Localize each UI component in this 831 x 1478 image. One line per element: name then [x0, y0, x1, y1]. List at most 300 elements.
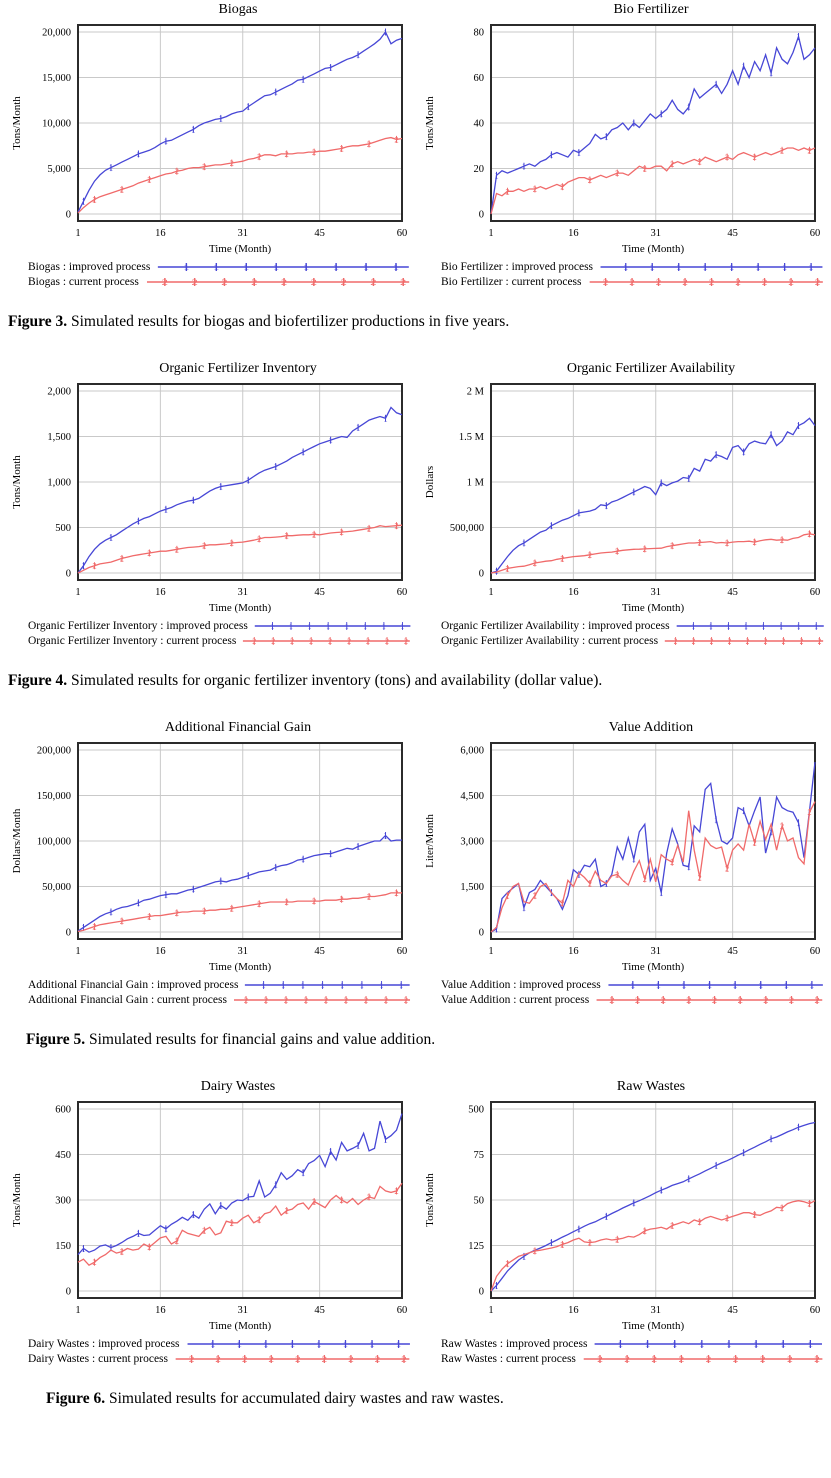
y-tick-label: 500 — [55, 523, 71, 534]
series-marker: 1 — [273, 461, 278, 472]
series-marker: 1 — [81, 560, 86, 571]
y-tick-label: 0 — [65, 568, 71, 580]
y-tick-label: 0 — [65, 927, 71, 939]
legend-line-sample — [232, 993, 412, 1007]
legend-line-sample — [606, 978, 825, 992]
legend-label: Organic Fertilizer Inventory : current process — [28, 634, 237, 647]
series-marker: 1 — [383, 830, 388, 841]
series-marker: 2 — [119, 553, 125, 564]
series-line-current-process — [78, 525, 402, 573]
svg-text:2: 2 — [711, 995, 718, 1006]
series-marker: 2 — [587, 174, 592, 185]
chart-plot — [6, 737, 410, 975]
svg-text:2: 2 — [321, 1354, 328, 1365]
figure-5-charts-row — [6, 720, 825, 1007]
svg-text:1: 1 — [743, 620, 748, 631]
series-marker: 1 — [521, 1251, 527, 1262]
series-marker: 2 — [532, 1245, 538, 1256]
svg-text:1: 1 — [209, 1339, 216, 1350]
legend-label: Organic Fertilizer Availability : improved process — [441, 619, 670, 632]
svg-text:1: 1 — [326, 621, 330, 631]
chart-plot — [419, 737, 823, 975]
series-marker: 2 — [697, 156, 702, 167]
series-marker: 2 — [312, 896, 317, 907]
svg-text:1: 1 — [708, 620, 713, 631]
series-marker: 2 — [174, 166, 179, 177]
series-marker: 1 — [741, 61, 746, 72]
svg-text:1: 1 — [732, 981, 738, 991]
x-tick-label: 16 — [568, 946, 579, 957]
series-marker: 2 — [642, 1225, 647, 1236]
svg-text:2: 2 — [383, 994, 389, 1005]
series-marker: 1 — [549, 1237, 554, 1248]
svg-text:1: 1 — [315, 1339, 322, 1350]
x-tick-label: 45 — [727, 1305, 738, 1316]
series-marker: 1 — [355, 422, 361, 433]
series-marker: 2 — [394, 887, 399, 898]
series-marker: 1 — [631, 487, 636, 498]
series-marker: 2 — [119, 1246, 125, 1257]
svg-text:2: 2 — [263, 994, 269, 1005]
x-tick-label: 60 — [809, 1305, 821, 1316]
svg-text:2: 2 — [787, 277, 794, 288]
x-tick-label: 16 — [155, 228, 166, 239]
svg-text:2: 2 — [403, 994, 409, 1005]
series-marker: 1 — [273, 1179, 278, 1190]
svg-text:2: 2 — [705, 1354, 712, 1365]
series-marker: 1 — [549, 149, 554, 160]
x-axis-label: Time (Month) — [621, 243, 685, 255]
svg-text:1: 1 — [213, 263, 220, 272]
series-marker: 2 — [779, 820, 785, 831]
series-marker: 1 — [604, 131, 609, 142]
y-tick-label: 0 — [478, 209, 484, 221]
x-tick-label: 31 — [650, 1305, 661, 1316]
series-marker: 1 — [686, 861, 691, 872]
figure-4-caption-text: Simulated results for organic fertilizer inventory (tons) and availability (dollar value). — [71, 672, 603, 689]
series-marker: 1 — [218, 481, 223, 492]
y-tick-label: 1.5 M — [458, 432, 484, 443]
legend-row-current-process — [441, 633, 825, 648]
svg-text:2: 2 — [328, 636, 333, 646]
y-axis-label: Liter/Month — [424, 814, 436, 868]
y-tick-label: 500,000 — [449, 523, 484, 534]
svg-text:2: 2 — [602, 277, 608, 288]
svg-text:2: 2 — [161, 277, 168, 287]
svg-text:2: 2 — [734, 277, 741, 288]
series-marker: 2 — [752, 152, 757, 163]
series-marker: 1 — [108, 1242, 114, 1253]
y-tick-label: 50,000 — [42, 882, 71, 893]
svg-text:1: 1 — [681, 981, 687, 991]
legend-line-sample — [253, 619, 412, 633]
svg-text:2: 2 — [347, 636, 352, 646]
series-marker: 1 — [136, 897, 141, 908]
svg-text:2: 2 — [788, 995, 795, 1006]
svg-text:1: 1 — [676, 262, 682, 273]
series-marker: 2 — [92, 194, 97, 205]
svg-text:1: 1 — [183, 263, 190, 272]
y-axis-label: Dollars — [424, 465, 436, 499]
chart-plot — [6, 19, 410, 257]
series-line-current-process — [78, 1183, 402, 1268]
svg-text:1: 1 — [289, 1339, 295, 1350]
figure-6-charts-row — [6, 1079, 825, 1366]
svg-text:1: 1 — [380, 980, 385, 990]
svg-text:2: 2 — [215, 1354, 221, 1365]
x-tick-label: 31 — [650, 946, 661, 957]
svg-text:1: 1 — [243, 263, 250, 272]
series-marker: 1 — [494, 923, 499, 934]
legend-label: Biogas : current process — [28, 275, 139, 288]
series-marker: 1 — [191, 1209, 196, 1220]
series-marker: 2 — [697, 1216, 702, 1227]
chart-title: Raw Wastes — [616, 1079, 686, 1094]
svg-text:1: 1 — [363, 621, 368, 631]
svg-text:2: 2 — [188, 1354, 195, 1365]
series-marker: 2 — [312, 1196, 317, 1207]
x-axis-label: Time (Month) — [621, 1320, 685, 1332]
chart-value-addition — [419, 720, 825, 1007]
svg-text:2: 2 — [624, 1354, 630, 1365]
y-tick-label: 1,000 — [47, 477, 71, 489]
series-marker: 1 — [163, 1223, 168, 1234]
x-tick-label: 1 — [488, 946, 494, 957]
svg-text:2: 2 — [745, 636, 750, 646]
series-marker: 2 — [339, 1195, 344, 1205]
svg-text:2: 2 — [280, 277, 288, 287]
series-marker: 1 — [521, 537, 527, 548]
series-line-improved-process — [491, 762, 815, 932]
x-tick-label: 45 — [727, 228, 738, 239]
series-marker: 1 — [549, 520, 554, 531]
svg-text:1: 1 — [706, 981, 712, 991]
series-line-improved-process — [78, 32, 402, 212]
series-marker: 2 — [119, 184, 125, 195]
legend-label: Additional Financial Gain : improved process — [28, 978, 239, 991]
x-tick-label: 60 — [809, 228, 821, 239]
series-marker: 1 — [383, 27, 388, 37]
series-marker: 1 — [768, 826, 774, 837]
series-marker: 1 — [355, 49, 361, 60]
y-axis-label: Tons/Month — [11, 455, 23, 509]
svg-text:1: 1 — [672, 1339, 678, 1350]
series-marker: 1 — [521, 902, 527, 913]
svg-text:2: 2 — [310, 277, 317, 287]
x-tick-label: 16 — [568, 1305, 579, 1316]
y-tick-label: 0 — [478, 927, 484, 939]
series-marker: 1 — [81, 922, 86, 933]
legend-row-improved-process — [441, 1336, 825, 1351]
legend-label: Raw Wastes : improved process — [441, 1337, 588, 1350]
legend-label: Bio Fertilizer : improved process — [441, 260, 594, 273]
svg-text:1: 1 — [808, 262, 814, 273]
series-marker: 1 — [136, 148, 141, 159]
svg-text:2: 2 — [651, 1354, 658, 1365]
svg-text:1: 1 — [393, 263, 400, 272]
y-tick-label: 150,000 — [36, 791, 71, 802]
series-marker: 2 — [725, 863, 730, 874]
series-line-improved-process — [78, 836, 402, 932]
chart-dairy-wastes — [6, 1079, 412, 1366]
series-marker: 1 — [163, 136, 168, 147]
y-tick-label: 40 — [473, 118, 484, 130]
x-tick-label: 31 — [237, 1305, 248, 1316]
series-marker: 2 — [284, 530, 289, 541]
series-marker: 1 — [714, 449, 719, 460]
series-marker: 2 — [642, 163, 647, 174]
series-marker: 1 — [576, 507, 581, 518]
svg-text:2: 2 — [678, 1354, 685, 1365]
series-marker: 1 — [768, 67, 774, 78]
series-marker: 1 — [301, 446, 306, 457]
chart-legend — [28, 977, 412, 1007]
series-marker: 2 — [257, 1214, 262, 1225]
figure-5-caption — [26, 1031, 825, 1049]
svg-text:2: 2 — [759, 1354, 766, 1365]
series-marker: 2 — [229, 158, 234, 169]
svg-text:1: 1 — [344, 621, 349, 631]
y-tick-label: 0 — [65, 1286, 71, 1298]
svg-text:1: 1 — [808, 1339, 814, 1350]
series-marker: 1 — [741, 446, 746, 457]
svg-text:1: 1 — [321, 980, 326, 990]
chart-biogas — [6, 2, 412, 289]
x-tick-label: 1 — [75, 946, 81, 957]
svg-text:2: 2 — [241, 1354, 248, 1365]
y-tick-label: 0 — [65, 209, 71, 221]
series-marker: 1 — [494, 566, 499, 577]
series-marker: 2 — [229, 1217, 234, 1228]
y-tick-label: 15,000 — [42, 73, 71, 84]
legend-row-improved-process — [441, 977, 825, 992]
x-tick-label: 60 — [396, 946, 408, 957]
y-axis-label: Tons/Month — [11, 1173, 23, 1227]
series-marker: 2 — [587, 878, 592, 889]
series-marker: 2 — [202, 1225, 207, 1236]
x-tick-label: 45 — [314, 1305, 325, 1316]
legend-line-sample — [241, 634, 412, 648]
svg-text:2: 2 — [686, 995, 692, 1006]
svg-text:2: 2 — [628, 277, 635, 288]
series-marker: 1 — [301, 74, 306, 85]
series-marker: 2 — [366, 1191, 372, 1202]
series-marker: 1 — [108, 162, 114, 173]
y-tick-label: 5,000 — [47, 164, 71, 175]
x-tick-label: 16 — [155, 946, 166, 957]
figure-4-caption-label: Figure 4. — [8, 672, 68, 689]
series-marker: 2 — [174, 907, 179, 918]
svg-text:2: 2 — [348, 1354, 354, 1365]
series-marker: 2 — [92, 560, 97, 571]
y-tick-label: 60 — [473, 73, 484, 84]
series-marker: 2 — [587, 549, 592, 560]
x-axis-label: Time (Month) — [208, 243, 272, 255]
svg-text:2: 2 — [673, 636, 678, 646]
legend-line-sample — [594, 993, 825, 1007]
svg-text:2: 2 — [737, 995, 744, 1006]
svg-text:2: 2 — [691, 636, 696, 646]
series-marker: 2 — [670, 1220, 675, 1231]
chart-title: Dairy Wastes — [200, 1079, 276, 1094]
x-tick-label: 1 — [488, 1305, 494, 1316]
y-tick-label: 0 — [478, 1286, 484, 1298]
x-tick-label: 1 — [75, 1305, 81, 1316]
series-marker: 2 — [147, 174, 152, 185]
series-marker: 1 — [246, 1191, 251, 1202]
series-marker: 2 — [532, 557, 538, 568]
legend-row-current-process — [441, 992, 825, 1007]
svg-text:1: 1 — [691, 620, 695, 631]
svg-text:2: 2 — [283, 994, 289, 1005]
chart-title: Biogas — [218, 2, 258, 17]
svg-text:1: 1 — [360, 980, 365, 990]
series-marker: 1 — [714, 814, 719, 825]
svg-text:1: 1 — [780, 1339, 787, 1350]
figure-4-block — [6, 361, 825, 690]
series-marker: 2 — [560, 898, 565, 909]
series-marker: 2 — [394, 134, 399, 145]
series-marker: 2 — [560, 553, 565, 564]
series-marker: 2 — [505, 186, 510, 197]
series-marker: 2 — [697, 872, 702, 883]
series-marker: 1 — [191, 884, 196, 895]
chart-plot — [6, 378, 410, 616]
series-marker: 2 — [119, 916, 125, 927]
svg-text:2: 2 — [817, 636, 822, 646]
series-marker: 2 — [615, 869, 620, 880]
y-tick-label: 1,500 — [47, 432, 71, 443]
chart-plot — [419, 19, 823, 257]
svg-text:1: 1 — [809, 981, 815, 991]
chart-title: Organic Fertilizer Inventory — [159, 361, 317, 376]
series-marker: 2 — [284, 148, 289, 159]
series-marker: 1 — [191, 495, 196, 506]
series-marker: 1 — [328, 435, 333, 446]
svg-text:2: 2 — [761, 277, 767, 288]
series-marker: 1 — [246, 475, 251, 486]
series-marker: 1 — [604, 1211, 609, 1222]
figure-5-caption-text: Simulated results for financial gains and value addition. — [89, 1031, 436, 1048]
series-marker: 1 — [328, 62, 333, 73]
figure-6-caption-text: Simulated results for accumulated dairy wastes and raw wastes. — [109, 1390, 504, 1407]
series-marker: 2 — [202, 906, 207, 917]
series-marker: 1 — [741, 805, 746, 816]
series-marker: 2 — [257, 898, 262, 909]
figure-5-block — [6, 720, 825, 1049]
series-marker: 1 — [494, 170, 499, 181]
svg-text:2: 2 — [221, 277, 228, 287]
svg-text:1: 1 — [645, 1339, 651, 1350]
legend-row-current-process — [28, 1351, 412, 1366]
series-marker: 1 — [355, 1140, 361, 1151]
y-tick-label: 150 — [55, 1241, 71, 1252]
legend-row-current-process — [28, 992, 412, 1007]
legend-row-improved-process — [441, 618, 825, 633]
series-marker: 2 — [642, 543, 647, 554]
svg-text:1: 1 — [699, 1339, 705, 1350]
figure-4-charts-row — [6, 361, 825, 648]
svg-text:2: 2 — [655, 277, 661, 288]
series-marker: 2 — [339, 143, 344, 154]
x-axis-label: Time (Month) — [621, 961, 685, 973]
svg-text:2: 2 — [727, 636, 732, 646]
series-marker: 1 — [796, 1122, 801, 1133]
legend-line-sample — [185, 1337, 412, 1351]
x-tick-label: 45 — [314, 946, 325, 957]
series-marker: 2 — [615, 1234, 620, 1245]
series-marker: 2 — [257, 533, 262, 544]
series-marker: 2 — [615, 546, 620, 557]
legend-line-sample — [144, 275, 412, 289]
y-tick-label: 20,000 — [42, 27, 71, 39]
series-marker: 2 — [725, 152, 730, 163]
svg-text:2: 2 — [323, 994, 329, 1005]
svg-text:1: 1 — [781, 262, 788, 273]
series-marker: 1 — [301, 854, 306, 865]
svg-text:1: 1 — [288, 621, 293, 631]
series-marker: 1 — [576, 1224, 581, 1235]
svg-text:1: 1 — [363, 263, 370, 272]
series-marker: 1 — [163, 889, 168, 900]
y-axis-label: Tons/Month — [424, 1173, 436, 1227]
chart-additional-financial-gain — [6, 720, 412, 1007]
legend-line-sample — [155, 260, 412, 274]
svg-text:2: 2 — [250, 277, 258, 287]
figure-4-caption — [8, 672, 825, 690]
x-tick-label: 45 — [314, 228, 325, 239]
series-marker: 2 — [560, 181, 565, 192]
svg-text:2: 2 — [404, 636, 409, 646]
legend-row-improved-process — [28, 1336, 412, 1351]
y-tick-label: 0 — [478, 568, 484, 580]
figure-6-caption — [46, 1390, 825, 1408]
series-marker: 2 — [670, 158, 675, 169]
y-tick-label: 450 — [55, 1150, 71, 1161]
series-marker: 2 — [752, 837, 757, 848]
series-marker: 1 — [246, 870, 251, 881]
series-marker: 2 — [725, 537, 730, 548]
series-marker: 1 — [686, 1173, 691, 1184]
x-tick-label: 60 — [809, 587, 821, 598]
series-line-current-process — [491, 534, 815, 573]
series-marker: 1 — [604, 500, 609, 511]
svg-text:2: 2 — [813, 1354, 820, 1365]
x-tick-label: 60 — [396, 228, 408, 239]
svg-text:1: 1 — [307, 621, 312, 631]
series-marker: 2 — [394, 520, 399, 531]
y-tick-label: 4,500 — [460, 791, 484, 802]
x-tick-label: 45 — [314, 587, 325, 598]
series-marker: 2 — [257, 151, 262, 162]
series-marker: 1 — [136, 516, 141, 527]
chart-legend — [441, 618, 825, 648]
chart-raw-wastes — [419, 1079, 825, 1366]
series-marker: 1 — [631, 854, 636, 865]
series-marker: 1 — [218, 1200, 223, 1211]
y-tick-label: 1,500 — [460, 882, 484, 893]
svg-text:2: 2 — [399, 277, 407, 287]
svg-text:1: 1 — [281, 980, 286, 990]
svg-text:1: 1 — [301, 980, 306, 990]
svg-text:1: 1 — [340, 980, 345, 990]
series-marker: 1 — [136, 1228, 141, 1239]
series-marker: 2 — [697, 537, 702, 548]
series-marker: 2 — [670, 540, 675, 551]
series-marker: 2 — [807, 145, 812, 156]
series-marker: 2 — [312, 529, 317, 540]
chart-legend — [441, 977, 825, 1007]
